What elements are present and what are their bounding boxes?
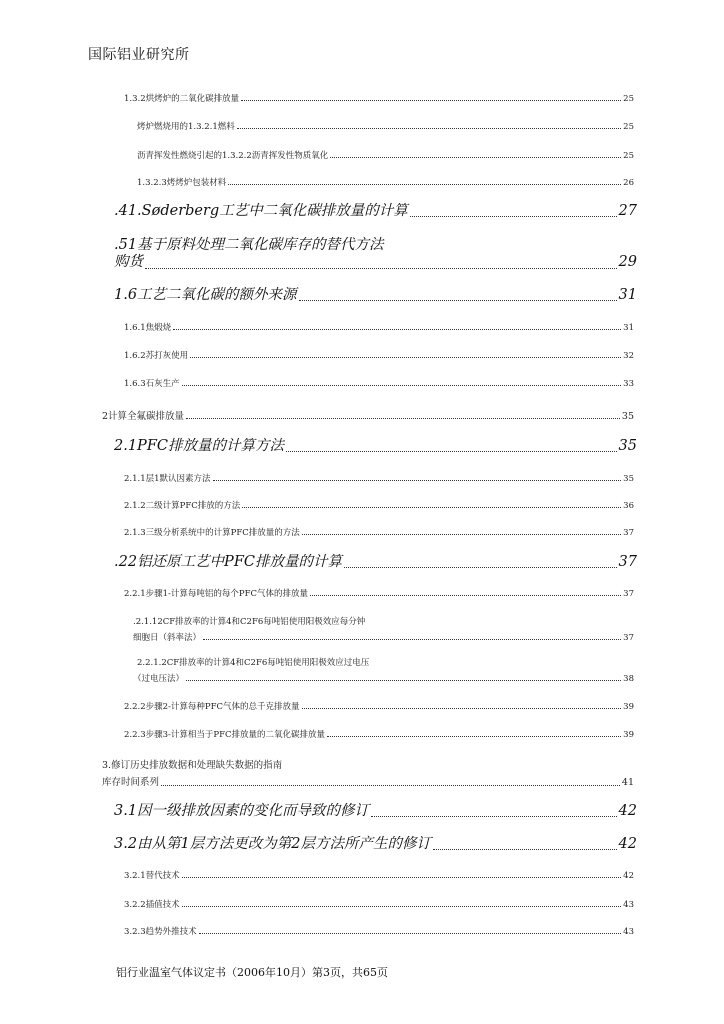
toc-dot-leader [173, 329, 621, 330]
toc-dot-leader [302, 534, 621, 535]
toc-entry[interactable] [133, 658, 634, 684]
toc-entry-page: 35 [621, 411, 634, 422]
toc-entry-title: 2.1.2二级计算PFC排放的方法 [124, 501, 241, 511]
toc-dot-leader [410, 216, 617, 217]
toc-entry-page: 38 [623, 674, 634, 685]
toc-dot-leader [327, 736, 621, 737]
toc-dot-leader [182, 906, 622, 907]
toc-entry-page: 39 [623, 730, 634, 740]
toc-entry-page: 31 [623, 323, 634, 333]
toc-entry[interactable] [137, 122, 634, 132]
toc-entry-title-line1: 3.修订历史排放数据和处理缺失数据的指南 [102, 760, 283, 771]
toc-entry-title: .22铝还原工艺中PFC排放量的计算 [114, 554, 342, 570]
toc-entry-title: 1.3.2.3烤烤炉包装材料 [137, 178, 227, 188]
toc-entry-page: 42 [618, 836, 637, 852]
toc-dot-leader [182, 385, 622, 386]
toc-entry-page: 37 [623, 633, 634, 644]
toc-entry-page: 43 [623, 900, 634, 910]
toc-entry-title: 购货 [114, 254, 143, 271]
toc-entry-title: （过电压法） [133, 674, 185, 685]
toc-entry-page: 43 [623, 927, 634, 937]
toc-entry-page: 37 [623, 589, 634, 599]
toc-entry-page: 42 [623, 871, 634, 881]
toc-dot-leader [299, 300, 617, 301]
toc-entry-page: 35 [618, 438, 637, 454]
toc-entry[interactable] [124, 474, 634, 484]
toc-dot-leader [190, 357, 621, 358]
toc-entry-page: 39 [623, 702, 634, 712]
toc-entry-major[interactable] [114, 203, 637, 220]
toc-dot-leader [344, 567, 617, 568]
toc-entry-title: 2.1PFC排放量的计算方法 [114, 438, 284, 454]
toc-entry-title: 3.1因一级排放因素的变化而导致的修订 [114, 803, 370, 819]
toc-entry[interactable] [124, 702, 634, 712]
toc-dot-leader [242, 507, 621, 508]
toc-dot-leader [199, 933, 622, 934]
toc-entry-title: 1.6.2苏打灰使用 [124, 351, 189, 361]
toc-entry-title: 2.2.2步骤2-计算每种PFC气体的总千克排放量 [124, 702, 300, 712]
toc-entry-page: 41 [621, 777, 634, 789]
toc-entry-title-line1: .51基于原料处理二氧化碳库存的替代方法 [114, 237, 384, 253]
toc-entry-chapter[interactable] [102, 760, 634, 789]
toc-entry-major[interactable] [114, 237, 637, 272]
toc-entry-page: 25 [623, 94, 634, 104]
toc-entry-page: 36 [623, 501, 634, 511]
toc-entry-major[interactable] [114, 803, 637, 820]
toc-entry-title: 细胞日（斜率法） [133, 633, 202, 644]
page-footer: 铝行业温室气体议定书（2006年10月）第3页，共65页 [116, 966, 388, 979]
toc-entry-title: 2.2.1步骤1-计算每吨铝的每个PFC气体的排放量 [124, 589, 309, 599]
toc-entry-major[interactable] [114, 554, 637, 571]
toc-entry-title: 沥青挥发性燃烧引起的1.3.2.2沥青挥发性物质氧化 [137, 151, 329, 161]
toc-entry[interactable] [137, 178, 634, 188]
toc-dot-leader [182, 877, 622, 878]
toc-entry[interactable] [124, 323, 634, 333]
toc-entry-title: 3.2.3趋势外推技术 [124, 927, 197, 937]
toc-entry[interactable] [124, 927, 634, 937]
toc-entry-page: 35 [623, 474, 634, 484]
toc-entry-title: 3.2.1替代技术 [124, 871, 180, 881]
toc-entry[interactable] [137, 151, 634, 161]
toc-entry-title: 3.2由从第1层方法更改为第2层方法所产生的修订 [114, 836, 432, 852]
toc-entry-page: 42 [618, 803, 637, 819]
toc-dot-leader [213, 480, 622, 481]
toc-entry-page: 25 [623, 122, 634, 132]
toc-entry-title-line1: 2.2.1.2CF排放率的计算4和C2F6每吨铝使用阳极效应过电压 [137, 658, 370, 668]
toc-entry-page: 32 [623, 351, 634, 361]
toc-dot-leader [161, 785, 620, 786]
toc-entry-title: 2.2.3步骤3-计算相当于PFC排放量的二氧化碳排放量 [124, 730, 326, 740]
toc-entry-page: 29 [618, 254, 637, 271]
toc-entry-title: 库存时间系列 [102, 777, 160, 789]
toc-dot-leader [330, 157, 621, 158]
toc-dot-leader [286, 451, 617, 452]
toc-entry-page: 25 [623, 151, 634, 161]
toc-entry-chapter[interactable] [102, 411, 634, 422]
toc-entry-title: 1.6.1焦煅烧 [124, 323, 172, 333]
toc-dot-leader [302, 708, 622, 709]
toc-dot-leader [241, 100, 621, 101]
toc-entry[interactable] [124, 589, 634, 599]
toc-entry[interactable] [124, 730, 634, 740]
toc-entry[interactable] [124, 379, 634, 389]
toc-entry-page: 31 [618, 287, 637, 303]
toc-entry-title: 2.1.3三级分析系统中的计算PFC排放量的方法 [124, 528, 300, 538]
toc-dot-leader [310, 595, 621, 596]
toc-dot-leader [186, 680, 621, 681]
page-header-org: 国际铝业研究所 [88, 47, 190, 63]
toc-entry-title: .41.Søderberg工艺中二氧化碳排放量的计算 [114, 203, 408, 219]
toc-dot-leader [371, 816, 616, 817]
toc-entry-major[interactable] [114, 287, 637, 304]
toc-entry-title: 烤炉燃烧用的1.3.2.1燃料 [137, 122, 235, 132]
toc-dot-leader [228, 184, 621, 185]
toc-entry-page: 37 [618, 554, 637, 570]
toc-entry-title: 2计算全氟碳排放量 [102, 411, 185, 422]
toc-entry-page: 27 [618, 203, 637, 219]
toc-dot-leader [237, 128, 621, 129]
toc-entry[interactable] [124, 900, 634, 910]
toc-entry[interactable] [124, 871, 634, 881]
toc-entry-title: 1.6.3石灰生产 [124, 379, 180, 389]
toc-entry-page: 26 [623, 178, 634, 188]
toc-entry-title: 2.1.1层1默认因素方法 [124, 474, 211, 484]
toc-entry[interactable] [124, 528, 634, 538]
toc-dot-leader [186, 418, 620, 419]
toc-entry[interactable] [124, 94, 634, 104]
toc-entry[interactable] [133, 617, 634, 643]
toc-dot-leader [203, 639, 621, 640]
toc-entry-title: 3.2.2插值技术 [124, 900, 180, 910]
toc-entry-page: 37 [623, 528, 634, 538]
toc-dot-leader [145, 268, 617, 269]
toc-entry-page: 33 [623, 379, 634, 389]
toc-entry-title: 1.6工艺二氧化碳的额外来源 [114, 287, 297, 303]
toc-entry[interactable] [124, 351, 634, 361]
toc-dot-leader [433, 849, 617, 850]
toc-entry-title: 1.3.2烘烤炉的二氧化碳排放量 [124, 94, 240, 104]
toc-entry-title-line1: .2.1.12CF排放率的计算4和C2F6每吨铝使用阳极效应每分钟 [133, 617, 366, 627]
toc-entry-major[interactable] [114, 438, 637, 455]
toc-entry[interactable] [124, 501, 634, 511]
toc-entry-major[interactable] [114, 836, 637, 853]
